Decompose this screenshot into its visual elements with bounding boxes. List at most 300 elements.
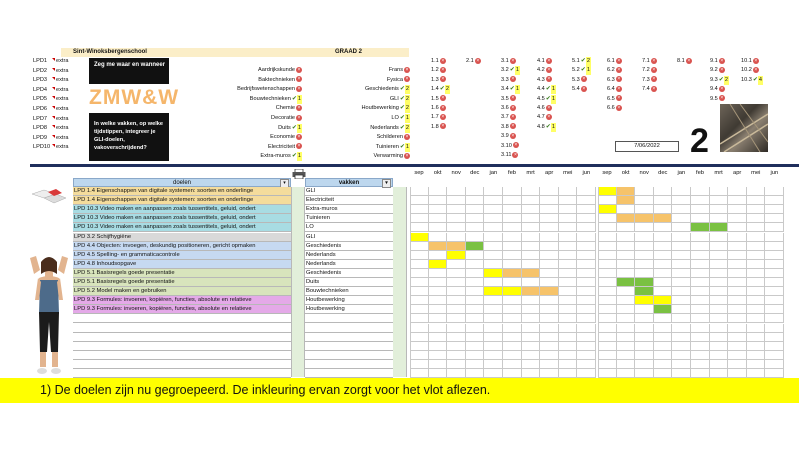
lpd-label[interactable]: LPD4 (33, 86, 47, 93)
month-cell[interactable] (710, 314, 729, 323)
subject-item[interactable] (250, 95, 302, 104)
month-cell[interactable] (598, 342, 617, 351)
vak-cell[interactable]: GLI (305, 187, 393, 196)
vak-cell[interactable]: Bouwtechnieken (305, 287, 393, 296)
vak-cell[interactable]: Nederlands (305, 251, 393, 260)
month-cell[interactable] (410, 214, 429, 223)
month-cell[interactable] (522, 205, 541, 214)
month-cell[interactable] (672, 324, 691, 333)
doel-cell[interactable] (73, 360, 291, 369)
vak-cell[interactable]: Duits (305, 278, 393, 287)
month-cell[interactable] (410, 187, 429, 196)
month-cell[interactable] (410, 278, 429, 287)
vak-cell[interactable]: Geschiedenis (305, 242, 393, 251)
month-cell[interactable] (522, 324, 541, 333)
month-cell[interactable] (577, 196, 596, 205)
month-cell[interactable] (559, 333, 578, 342)
goal-code[interactable] (741, 76, 763, 85)
month-cell[interactable] (503, 269, 522, 278)
month-cell[interactable] (522, 287, 541, 296)
month-cell[interactable] (540, 214, 559, 223)
month-cell[interactable] (747, 214, 766, 223)
month-cell[interactable] (577, 187, 596, 196)
month-cell[interactable] (577, 342, 596, 351)
subject-item[interactable] (260, 152, 302, 161)
goal-code[interactable] (741, 66, 759, 75)
month-cell[interactable] (728, 333, 747, 342)
goal-code[interactable] (607, 57, 622, 66)
goal-code[interactable] (572, 85, 587, 94)
goal-code[interactable] (537, 123, 556, 132)
month-cell[interactable] (522, 369, 541, 378)
lpd-label[interactable]: LPD10 (33, 144, 51, 151)
month-cell[interactable] (466, 342, 485, 351)
month-cell[interactable] (577, 260, 596, 269)
goal-code[interactable] (431, 57, 446, 66)
month-cell[interactable] (577, 278, 596, 287)
extra-label[interactable]: extra (56, 125, 69, 132)
month-cell[interactable] (617, 324, 636, 333)
month-cell[interactable] (429, 269, 448, 278)
month-cell[interactable] (522, 360, 541, 369)
month-cell[interactable] (466, 233, 485, 242)
month-cell[interactable] (466, 242, 485, 251)
month-cell[interactable] (540, 324, 559, 333)
month-cell[interactable] (447, 278, 466, 287)
month-cell[interactable] (466, 296, 485, 305)
month-cell[interactable] (617, 260, 636, 269)
month-cell[interactable] (484, 305, 503, 314)
month-cell[interactable] (765, 196, 784, 205)
month-cell[interactable] (503, 251, 522, 260)
month-cell[interactable] (654, 369, 673, 378)
month-cell[interactable] (765, 287, 784, 296)
doel-cell[interactable]: LPD 9.3 Formules: invoeren, kopiëren, functies, absolute en relatieve (73, 296, 291, 305)
month-cell[interactable] (484, 223, 503, 232)
month-cell[interactable] (484, 287, 503, 296)
month-cell[interactable] (654, 242, 673, 251)
month-cell[interactable] (577, 287, 596, 296)
month-cell[interactable] (617, 342, 636, 351)
month-cell[interactable] (540, 333, 559, 342)
month-cell[interactable] (765, 351, 784, 360)
month-cell[interactable] (654, 351, 673, 360)
month-cell[interactable] (447, 269, 466, 278)
month-cell[interactable] (410, 314, 429, 323)
month-cell[interactable] (503, 369, 522, 378)
printer-icon[interactable] (292, 169, 306, 179)
month-cell[interactable] (484, 278, 503, 287)
month-cell[interactable] (410, 205, 429, 214)
month-cell[interactable] (559, 351, 578, 360)
month-cell[interactable] (672, 223, 691, 232)
month-cell[interactable] (540, 260, 559, 269)
month-cell[interactable] (484, 351, 503, 360)
month-cell[interactable] (747, 251, 766, 260)
month-cell[interactable] (559, 205, 578, 214)
month-cell[interactable] (710, 369, 729, 378)
month-cell[interactable] (559, 214, 578, 223)
lpd-label[interactable]: LPD3 (33, 77, 47, 84)
month-cell[interactable] (522, 296, 541, 305)
month-cell[interactable] (466, 351, 485, 360)
month-cell[interactable] (654, 187, 673, 196)
month-cell[interactable] (559, 314, 578, 323)
month-cell[interactable] (728, 324, 747, 333)
month-cell[interactable] (672, 333, 691, 342)
subject-item[interactable] (258, 76, 302, 85)
month-cell[interactable] (691, 314, 710, 323)
vak-cell[interactable] (305, 351, 393, 360)
month-cell[interactable] (559, 233, 578, 242)
month-cell[interactable] (617, 360, 636, 369)
goal-code[interactable] (501, 85, 520, 94)
goal-code[interactable] (741, 57, 759, 66)
month-cell[interactable] (410, 342, 429, 351)
month-cell[interactable] (728, 196, 747, 205)
month-cell[interactable] (429, 342, 448, 351)
month-cell[interactable] (598, 369, 617, 378)
month-cell[interactable] (522, 196, 541, 205)
month-cell[interactable] (672, 196, 691, 205)
month-cell[interactable] (635, 287, 654, 296)
goal-code[interactable] (572, 76, 587, 85)
goal-code[interactable] (501, 151, 518, 160)
month-cell[interactable] (540, 187, 559, 196)
month-cell[interactable] (598, 333, 617, 342)
month-cell[interactable] (466, 196, 485, 205)
month-cell[interactable] (484, 369, 503, 378)
month-cell[interactable] (484, 214, 503, 223)
doel-cell[interactable]: LPD 10.3 Video maken en aanpassen zoals tussentitels, geluid, ondert (73, 205, 291, 214)
subject-item[interactable] (237, 85, 302, 94)
month-cell[interactable] (654, 314, 673, 323)
vak-cell[interactable]: Tuinieren (305, 214, 393, 223)
month-cell[interactable] (410, 251, 429, 260)
month-cell[interactable] (635, 233, 654, 242)
goal-code[interactable] (710, 85, 725, 94)
month-cell[interactable] (710, 296, 729, 305)
month-cell[interactable] (617, 305, 636, 314)
date-field[interactable]: 7/06/2022 (615, 141, 679, 152)
goal-code[interactable] (607, 95, 622, 104)
goal-code[interactable] (537, 104, 552, 113)
month-cell[interactable] (710, 342, 729, 351)
goal-code[interactable] (710, 57, 725, 66)
month-cell[interactable] (429, 287, 448, 296)
month-cell[interactable] (728, 187, 747, 196)
vak-cell[interactable]: Nederlands (305, 260, 393, 269)
doel-cell[interactable]: LPD 4.5 Spelling- en grammaticacontrole (73, 251, 291, 260)
month-cell[interactable] (710, 223, 729, 232)
doel-cell[interactable]: LPD 5.1 Basisregels goede presentatie (73, 269, 291, 278)
month-cell[interactable] (598, 351, 617, 360)
month-cell[interactable] (598, 251, 617, 260)
month-cell[interactable] (672, 214, 691, 223)
doel-cell[interactable]: LPD 9.3 Formules: invoeren, kopiëren, functies, absolute en relatieve (73, 305, 291, 314)
month-cell[interactable] (540, 296, 559, 305)
goal-code[interactable] (501, 76, 516, 85)
month-cell[interactable] (654, 260, 673, 269)
extra-label[interactable]: extra (56, 106, 69, 112)
month-cell[interactable] (617, 242, 636, 251)
goal-code[interactable] (431, 104, 446, 113)
goal-code[interactable] (642, 85, 657, 94)
vak-cell[interactable] (305, 369, 393, 378)
month-cell[interactable] (410, 296, 429, 305)
month-cell[interactable] (429, 251, 448, 260)
month-cell[interactable] (710, 333, 729, 342)
month-cell[interactable] (672, 305, 691, 314)
month-cell[interactable] (410, 223, 429, 232)
month-cell[interactable] (747, 369, 766, 378)
month-cell[interactable] (598, 360, 617, 369)
goal-code[interactable] (501, 132, 516, 141)
month-cell[interactable] (672, 351, 691, 360)
month-cell[interactable] (672, 187, 691, 196)
month-cell[interactable] (747, 287, 766, 296)
month-cell[interactable] (617, 287, 636, 296)
month-cell[interactable] (559, 342, 578, 351)
month-cell[interactable] (710, 205, 729, 214)
month-cell[interactable] (747, 333, 766, 342)
month-cell[interactable] (522, 342, 541, 351)
doel-cell[interactable] (73, 342, 291, 351)
vak-cell[interactable] (305, 324, 393, 333)
vak-cell[interactable]: LO (305, 223, 393, 232)
month-cell[interactable] (691, 205, 710, 214)
month-cell[interactable] (503, 305, 522, 314)
month-cell[interactable] (447, 214, 466, 223)
month-cell[interactable] (577, 242, 596, 251)
month-cell[interactable] (765, 187, 784, 196)
month-cell[interactable] (765, 296, 784, 305)
month-cell[interactable] (577, 223, 596, 232)
goal-code[interactable] (537, 76, 552, 85)
month-cell[interactable] (691, 342, 710, 351)
month-cell[interactable] (672, 278, 691, 287)
month-cell[interactable] (447, 242, 466, 251)
month-cell[interactable] (598, 269, 617, 278)
month-cell[interactable] (503, 333, 522, 342)
goal-code[interactable] (431, 66, 446, 75)
month-cell[interactable] (728, 296, 747, 305)
month-cell[interactable] (559, 296, 578, 305)
month-cell[interactable] (654, 305, 673, 314)
month-cell[interactable] (540, 196, 559, 205)
month-cell[interactable] (635, 369, 654, 378)
month-cell[interactable] (559, 260, 578, 269)
month-cell[interactable] (410, 242, 429, 251)
goal-code[interactable] (607, 85, 622, 94)
month-cell[interactable] (691, 233, 710, 242)
month-cell[interactable] (466, 251, 485, 260)
month-cell[interactable] (577, 296, 596, 305)
goal-code[interactable] (537, 95, 556, 104)
month-cell[interactable] (447, 314, 466, 323)
month-cell[interactable] (410, 351, 429, 360)
month-cell[interactable] (447, 351, 466, 360)
month-cell[interactable] (765, 269, 784, 278)
filter-dropdown-icon[interactable]: ▾ (280, 179, 289, 188)
month-cell[interactable] (598, 196, 617, 205)
month-cell[interactable] (635, 351, 654, 360)
month-cell[interactable] (540, 233, 559, 242)
month-cell[interactable] (598, 278, 617, 287)
month-cell[interactable] (540, 369, 559, 378)
extra-label[interactable]: extra (56, 67, 69, 74)
month-cell[interactable] (484, 360, 503, 369)
month-cell[interactable] (691, 251, 710, 260)
month-cell[interactable] (691, 296, 710, 305)
month-cell[interactable] (522, 214, 541, 223)
vak-cell[interactable]: GLI (305, 233, 393, 242)
vak-cell[interactable] (305, 360, 393, 369)
month-cell[interactable] (484, 333, 503, 342)
month-cell[interactable] (728, 360, 747, 369)
month-cell[interactable] (765, 333, 784, 342)
month-cell[interactable] (747, 351, 766, 360)
month-cell[interactable] (635, 296, 654, 305)
month-cell[interactable] (540, 360, 559, 369)
month-cell[interactable] (522, 333, 541, 342)
month-cell[interactable] (559, 278, 578, 287)
goal-code[interactable] (642, 57, 657, 66)
doel-cell[interactable]: LPD 1.4 Eigenschappen van digitale systemen: soorten en onderlinge (73, 187, 291, 196)
month-cell[interactable] (577, 205, 596, 214)
month-cell[interactable] (503, 214, 522, 223)
subject-item[interactable] (278, 124, 302, 133)
month-cell[interactable] (635, 269, 654, 278)
goal-code[interactable] (677, 57, 692, 66)
month-cell[interactable] (710, 360, 729, 369)
month-cell[interactable] (747, 305, 766, 314)
goal-code[interactable] (607, 66, 622, 75)
doel-cell[interactable] (73, 314, 291, 323)
month-cell[interactable] (429, 324, 448, 333)
month-cell[interactable] (598, 205, 617, 214)
month-cell[interactable] (728, 269, 747, 278)
month-cell[interactable] (747, 205, 766, 214)
month-cell[interactable] (410, 360, 429, 369)
month-cell[interactable] (654, 333, 673, 342)
month-cell[interactable] (484, 324, 503, 333)
month-cell[interactable] (728, 287, 747, 296)
goal-code[interactable] (710, 66, 725, 75)
month-cell[interactable] (466, 205, 485, 214)
month-cell[interactable] (728, 342, 747, 351)
month-cell[interactable] (635, 196, 654, 205)
month-cell[interactable] (728, 251, 747, 260)
month-cell[interactable] (429, 333, 448, 342)
month-cell[interactable] (691, 351, 710, 360)
month-cell[interactable] (710, 196, 729, 205)
month-cell[interactable] (728, 233, 747, 242)
month-cell[interactable] (672, 314, 691, 323)
month-cell[interactable] (691, 260, 710, 269)
month-cell[interactable] (429, 196, 448, 205)
doel-cell[interactable]: LPD 10.3 Video maken en aanpassen zoals tussentitels, geluid, ondert (73, 214, 291, 223)
month-cell[interactable] (559, 223, 578, 232)
goal-code[interactable] (501, 123, 516, 132)
month-cell[interactable] (598, 324, 617, 333)
month-cell[interactable] (559, 324, 578, 333)
month-cell[interactable] (503, 278, 522, 287)
month-cell[interactable] (540, 278, 559, 287)
month-cell[interactable] (747, 342, 766, 351)
month-cell[interactable] (691, 269, 710, 278)
month-cell[interactable] (710, 287, 729, 296)
month-cell[interactable] (429, 242, 448, 251)
month-cell[interactable] (577, 251, 596, 260)
month-cell[interactable] (654, 342, 673, 351)
month-cell[interactable] (710, 214, 729, 223)
goal-code[interactable] (501, 66, 520, 75)
goal-code[interactable] (501, 57, 516, 66)
month-cell[interactable] (765, 223, 784, 232)
month-cell[interactable] (635, 214, 654, 223)
month-cell[interactable] (447, 305, 466, 314)
vak-cell[interactable]: Houtbewerking (305, 296, 393, 305)
month-cell[interactable] (410, 269, 429, 278)
month-cell[interactable] (635, 205, 654, 214)
month-cell[interactable] (728, 223, 747, 232)
month-cell[interactable] (559, 196, 578, 205)
month-cell[interactable] (447, 260, 466, 269)
month-cell[interactable] (447, 287, 466, 296)
doel-cell[interactable] (73, 351, 291, 360)
month-cell[interactable] (765, 214, 784, 223)
month-cell[interactable] (765, 205, 784, 214)
subject-item[interactable] (268, 143, 302, 152)
vak-cell[interactable]: Geschiedenis (305, 269, 393, 278)
month-cell[interactable] (410, 333, 429, 342)
month-cell[interactable] (466, 223, 485, 232)
month-cell[interactable] (747, 196, 766, 205)
month-cell[interactable] (577, 233, 596, 242)
subject-item[interactable] (370, 124, 410, 133)
goal-code[interactable] (572, 66, 591, 75)
month-cell[interactable] (484, 233, 503, 242)
month-cell[interactable] (672, 242, 691, 251)
month-cell[interactable] (503, 196, 522, 205)
month-cell[interactable] (447, 187, 466, 196)
month-cell[interactable] (540, 223, 559, 232)
month-cell[interactable] (540, 342, 559, 351)
lpd-label[interactable]: LPD6 (33, 106, 47, 112)
vak-cell[interactable]: Houtbewerking (305, 305, 393, 314)
doel-cell[interactable]: LPD 4.4 Objecten: invoegen, deskundig positioneren, gericht opmaken (73, 242, 291, 251)
month-cell[interactable] (503, 314, 522, 323)
month-cell[interactable] (654, 360, 673, 369)
month-cell[interactable] (447, 324, 466, 333)
month-cell[interactable] (503, 360, 522, 369)
month-cell[interactable] (728, 305, 747, 314)
month-cell[interactable] (466, 369, 485, 378)
month-cell[interactable] (540, 251, 559, 260)
month-cell[interactable] (429, 260, 448, 269)
month-cell[interactable] (598, 233, 617, 242)
doel-cell[interactable] (73, 333, 291, 342)
month-cell[interactable] (559, 287, 578, 296)
month-cell[interactable] (672, 260, 691, 269)
month-cell[interactable] (484, 260, 503, 269)
doel-cell[interactable] (73, 369, 291, 378)
month-cell[interactable] (429, 278, 448, 287)
month-cell[interactable] (410, 196, 429, 205)
goal-code[interactable] (607, 104, 622, 113)
month-cell[interactable] (617, 333, 636, 342)
